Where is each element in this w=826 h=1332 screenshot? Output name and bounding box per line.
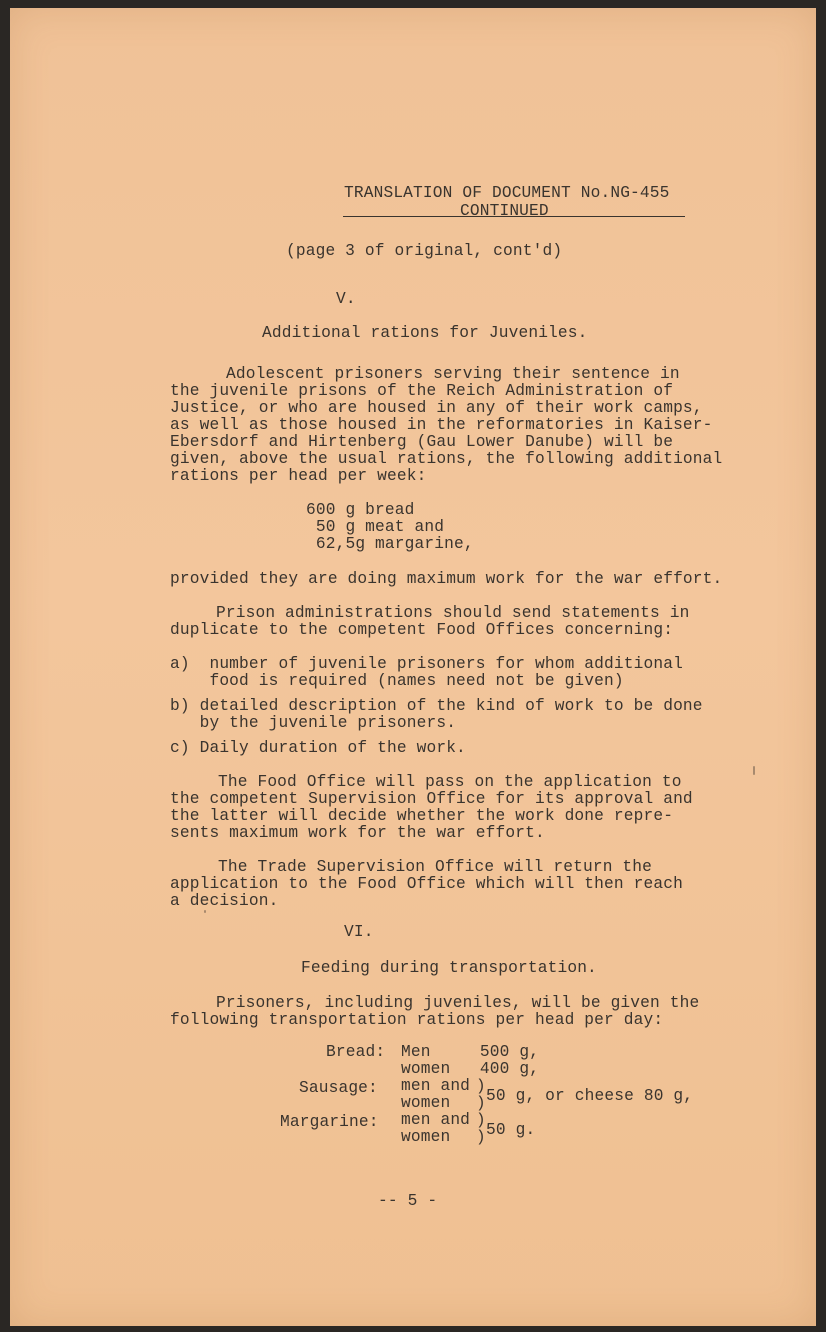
paper-mark xyxy=(204,910,206,913)
para2-line: duplicate to the competent Food Offices concerning: xyxy=(170,621,674,639)
para1-line: as well as those housed in the reformatories in Kaiser- xyxy=(170,416,713,434)
sausage-men: men and xyxy=(401,1077,471,1095)
page-number: -- 5 - xyxy=(378,1192,438,1210)
para4-line: The Trade Supervision Office will return the xyxy=(218,858,653,876)
section-6-heading: Feeding during transportation. xyxy=(301,959,597,977)
item-c: c) Daily duration of the work. xyxy=(170,739,466,757)
document-page xyxy=(10,8,816,1326)
para3-line: The Food Office will pass on the application to xyxy=(218,773,682,791)
sausage-women: women xyxy=(401,1094,451,1112)
document-subtitle: CONTINUED xyxy=(460,202,549,220)
section-6-numeral: VI. xyxy=(344,923,374,941)
sausage-label: Sausage: xyxy=(299,1079,378,1097)
paper-mark xyxy=(753,766,755,775)
para1-line: rations per head per week: xyxy=(170,467,427,485)
sausage-bracket: ) xyxy=(476,1094,486,1112)
title-underline xyxy=(343,216,685,217)
section-6-para-line: following transportation rations per head per day: xyxy=(170,1011,664,1029)
margarine-label: Margarine: xyxy=(280,1113,379,1131)
bread-label: Bread: xyxy=(326,1043,386,1061)
margarine-women: women xyxy=(401,1128,451,1146)
para1-line: the juvenile prisons of the Reich Administration of xyxy=(170,382,674,400)
para1-line: Adolescent prisoners serving their sentence in xyxy=(226,365,680,383)
ration-margarine: 62,5g margarine, xyxy=(306,535,474,553)
bread-men: Men 500 g, xyxy=(401,1043,540,1061)
para3-line: the latter will decide whether the work done repre- xyxy=(170,807,674,825)
ration-bread: 600 g bread xyxy=(306,501,415,519)
ration-meat: 50 g meat and xyxy=(306,518,445,536)
section-5-numeral: V. xyxy=(336,290,356,308)
item-b-line: by the juvenile prisoners. xyxy=(170,714,457,732)
sausage-amount: 50 g, or cheese 80 g, xyxy=(486,1087,694,1105)
document-title: TRANSLATION OF DOCUMENT No.NG-455 xyxy=(344,184,670,202)
section-6-para-line: Prisoners, including juveniles, will be given the xyxy=(216,994,700,1012)
para2-line: Prison administrations should send statements in xyxy=(216,604,690,622)
para3-line: the competent Supervision Office for its approval and xyxy=(170,790,693,808)
provided-clause: provided they are doing maximum work for the war effort. xyxy=(170,570,723,588)
item-b-line: b) detailed description of the kind of work to be done xyxy=(170,697,703,715)
sausage-bracket: ) xyxy=(476,1077,486,1095)
margarine-men: men and xyxy=(401,1111,471,1129)
item-a-line: food is required (names need not be given) xyxy=(170,672,624,690)
bread-women: women 400 g, xyxy=(401,1060,540,1078)
para3-line: sents maximum work for the war effort. xyxy=(170,824,545,842)
page-reference: (page 3 of original, cont'd) xyxy=(286,242,563,260)
para1-line: Justice, or who are housed in any of their work camps, xyxy=(170,399,703,417)
para4-line: application to the Food Office which will then reach xyxy=(170,875,683,893)
section-5-heading: Additional rations for Juveniles. xyxy=(262,324,588,342)
margarine-bracket: ) xyxy=(476,1111,486,1129)
para4-line: a decision. xyxy=(170,892,279,910)
para1-line: Ebersdorf and Hirtenberg (Gau Lower Danube) will be xyxy=(170,433,674,451)
para1-line: given, above the usual rations, the following additional xyxy=(170,450,723,468)
margarine-bracket: ) xyxy=(476,1128,486,1146)
item-a-line: a) number of juvenile prisoners for whom additional xyxy=(170,655,683,673)
margarine-amount: 50 g. xyxy=(486,1121,536,1139)
